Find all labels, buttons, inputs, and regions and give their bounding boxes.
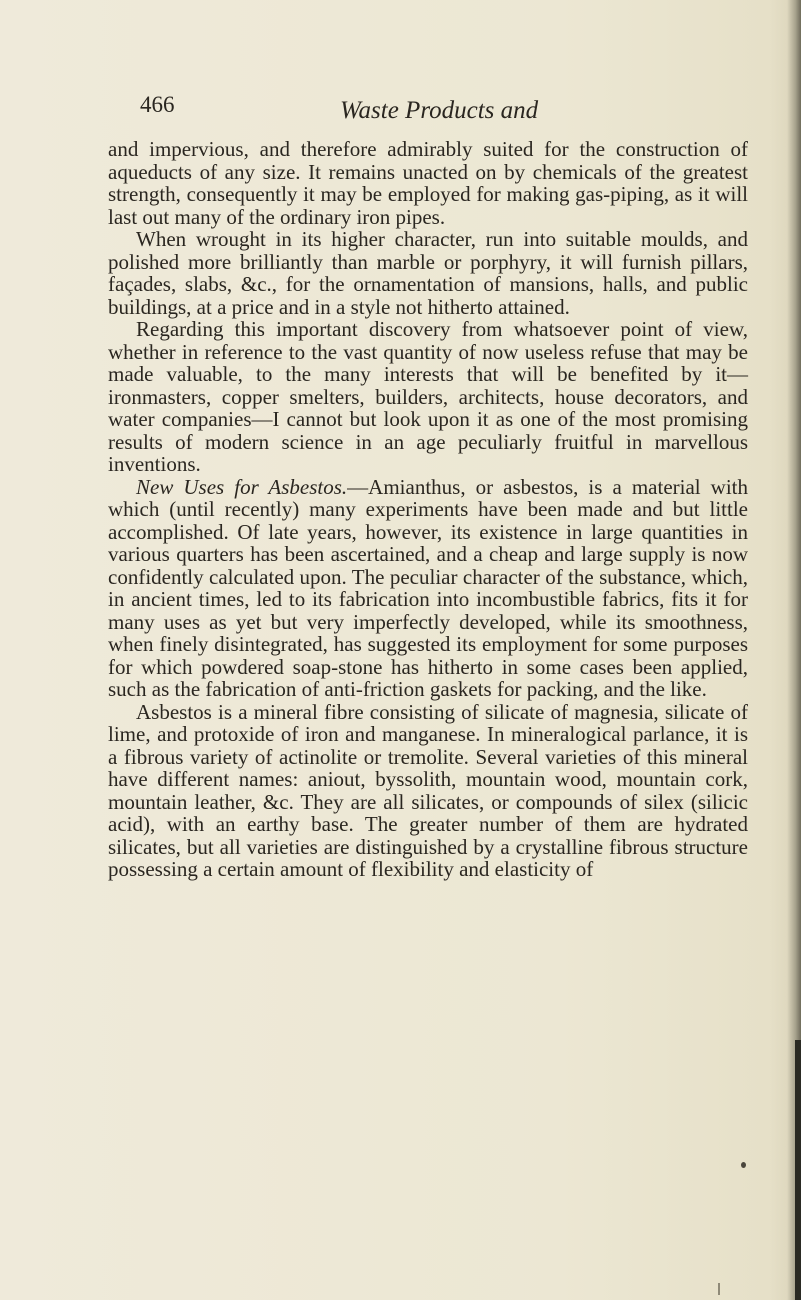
paragraph: [108, 476, 748, 701]
paragraph-text: and impervious, and therefore admirably suited for the construction of aqueducts of any size. It remains unacted on by chemicals of the greatest strength, consequently it may be employed for making gas-piping, as it will last out many of the ordinary iron pipes.: [108, 137, 748, 229]
paragraph: [108, 701, 748, 881]
section-heading: New Uses for Asbestos.: [136, 474, 348, 499]
paragraph: [108, 228, 748, 318]
ink-speck: [741, 1162, 746, 1168]
running-title: Waste Products and: [340, 97, 539, 124]
page-header: [0, 92, 801, 132]
paragraph: [108, 138, 748, 228]
binding-edge: [795, 1040, 801, 1300]
paragraph-text: Asbestos is a mineral fibre consisting of silicate of magnesia, silicate of lime, and protoxide of iron and manganese. In mineralogical parlance, it is a fibrous variety of actinolite or tremolite. Several varieties of this mineral have different names: aniout, byssolith, mountain wood, mountain cork, mountain leather, &c. They are all silicates, or compounds of silex (silicic acid), with an earthy base. The greater number of them are hydrated silicates, but all varieties are distinguished by a crystalline fibrous structure possessing a certain amount of flexibility and elasticity of: [108, 699, 748, 881]
paragraph-text: When wrought in its higher character, run into suitable moulds, and polished more brilliantly than marble or porphyry, it will furnish pillars, façades, slabs, &c., for the ornamentation of mansions, halls, and public buildings, at a price and in a style not hitherto attained.: [108, 227, 748, 319]
paper-mark: [718, 1283, 720, 1295]
paragraph-text: Regarding this important discovery from whatsoever point of view, whether in reference to the vast quantity of now useless refuse that may be made valuable, to the many interests that will be benefited by it—ironmasters, copper smelters, builders, architects, house decorators, and water companies—I cannot but look upon it as one of the most promising results of modern science in an age peculiarly fruitful in marvellous inventions.: [108, 317, 748, 476]
paragraph: [108, 318, 748, 476]
paragraph-text: —Amianthus, or asbestos, is a material with which (until recently) many experiments have been made and but little accomplished. Of late years, however, its existence in large quantities in various quarters has been ascertained, and a cheap and large supply is now confidently calculated upon. The peculiar character of the substance, which, in ancient times, led to its fabrication into incombustible fabrics, fits it for many uses as yet but very imperfectly developed, while its smoothness, when finely disintegrated, has suggested its employment for some purposes for which powdered soap-stone has hitherto in some cases been applied, such as the fabrication of anti-friction gaskets for packing, and the like.: [108, 474, 749, 701]
body-text: [108, 138, 748, 881]
page-number: 466: [140, 92, 175, 117]
